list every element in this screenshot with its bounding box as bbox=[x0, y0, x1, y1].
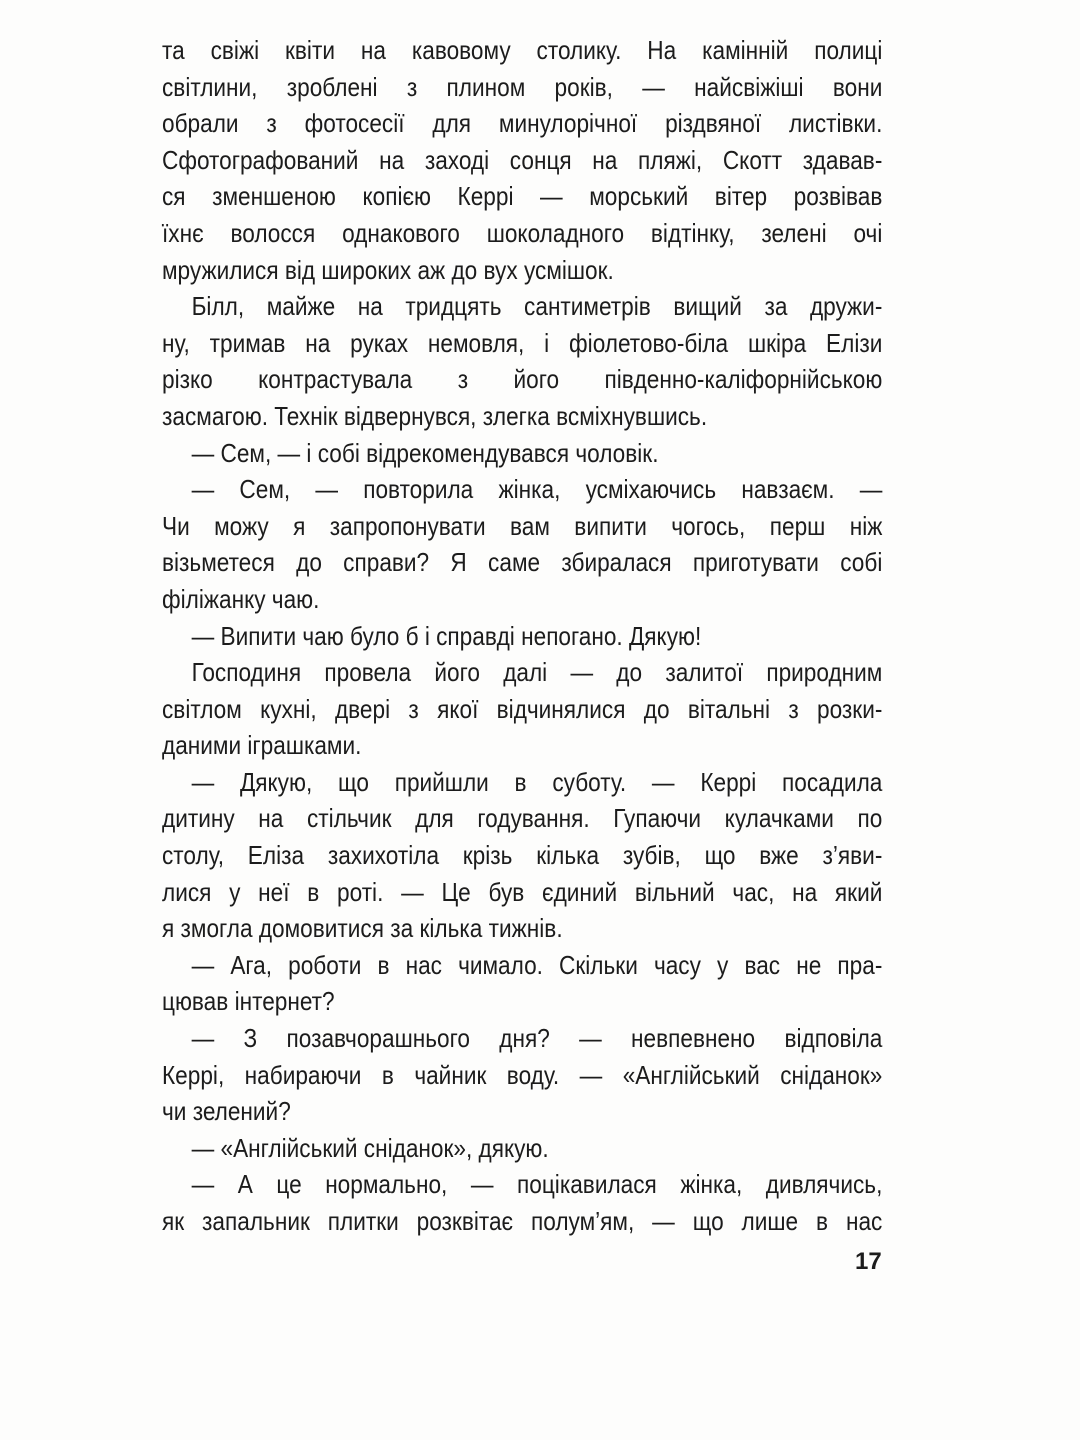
text-line: дитину на стільчик для годування. Гупаючи кулачками по bbox=[162, 803, 883, 834]
text-line: та свіжі квіти на кавовому столику. На камінній полиці bbox=[162, 35, 883, 65]
text-line: ну, тримав на руках немовля, і фіолетово-біла шкіра Елізи bbox=[162, 327, 883, 358]
text-line: столу, Еліза захихотіла крізь кілька зубів, що вже з’яви- bbox=[162, 840, 883, 871]
text-line: світлом кухні, двері з якої відчинялися до вітальні з розки- bbox=[162, 693, 883, 724]
text-line: Господиня провела його далі — до залитої природним bbox=[191, 657, 883, 688]
text-line: я змогла домовитися за кілька тижнів. bbox=[162, 913, 563, 944]
text-line: — «Англійський сніданок», дякую. bbox=[191, 1132, 549, 1163]
text-line: засмагою. Технік відвернувся, злегка всміхнувшись. bbox=[162, 400, 708, 431]
text-line: — Сем, — і собі відрекомендувався чоловік. bbox=[191, 437, 659, 468]
text-line: Керрі, набираючи в чайник воду. — «Англійський сніданок» bbox=[162, 1059, 883, 1090]
text-line: чи зелений? bbox=[162, 1096, 291, 1127]
page-number: 17 bbox=[855, 1248, 882, 1275]
text-line: їхнє волосся однакового шоколадного відтінку, зелені очі bbox=[162, 217, 883, 248]
text-line: — А це нормально, — поцікавилася жінка, дивлячись, bbox=[191, 1169, 883, 1200]
text-line: даними іграшками. bbox=[162, 730, 362, 761]
text-line: як запальник плитки розквітає полум’ям, — що лише в нас bbox=[162, 1206, 883, 1236]
text-line: лися у неї в роті. — Це був єдиний вільний час, на який bbox=[162, 876, 883, 907]
text-line: ся зменшеною копією Керрі — морський вітер розвівав bbox=[162, 181, 883, 212]
text-line: цював інтернет? bbox=[162, 986, 335, 1017]
text-line: мружилися від широких аж до вух усмішок. bbox=[162, 254, 614, 285]
text-line: — З позавчорашнього дня? — невпевнено відповіла bbox=[191, 1023, 883, 1054]
text-line: філіжанку чаю. bbox=[162, 583, 320, 614]
text-line: — Випити чаю було б і справді непогано. Дякую! bbox=[191, 620, 702, 651]
text-line: — Сем, — повторила жінка, усміхаючись навзаєм. — bbox=[191, 474, 883, 505]
text-line: світлини, зроблені з плином років, — найсвіжіші вони bbox=[162, 71, 883, 102]
text-line: візьметеся до справи? Я саме збиралася приготувати собі bbox=[162, 547, 883, 578]
text-line: різко контрастувала з його південно-каліфорнійською bbox=[162, 364, 883, 395]
text-line: — Дякую, що прийшли в суботу. — Керрі посадила bbox=[191, 766, 883, 797]
text-line: обрали з фотосесії для минулорічної різдвяної листівки. bbox=[162, 108, 883, 139]
text-line: Сфотографований на заході сонця на пляжі, Скотт здавав- bbox=[162, 144, 883, 175]
text-line: Білл, майже на тридцять сантиметрів вищий за дружи- bbox=[191, 291, 883, 322]
body-text bbox=[162, 32, 882, 1240]
text-line: Чи можу я запропонувати вам випити чогось, перш ніж bbox=[162, 510, 883, 541]
text-line: — Ага, роботи в нас чимало. Скільки часу у вас не пра- bbox=[191, 949, 883, 980]
